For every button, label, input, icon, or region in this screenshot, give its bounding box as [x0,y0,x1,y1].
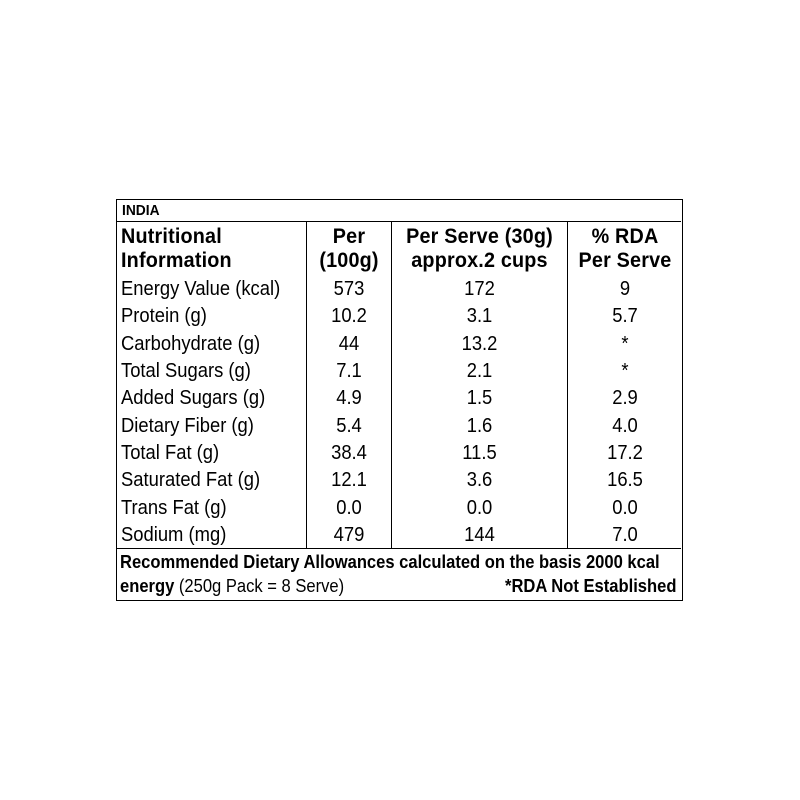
per-serve-value: 3.6 [466,469,493,491]
rda-value: 17.2 [607,442,643,464]
per-serve-value: 1.5 [466,387,493,409]
header-nutritional-information [121,224,232,272]
nutrient-name: Protein (g) [121,305,207,327]
footnote-rda-text: Recommended Dietary Allowances calculated on the basis 2000 kcal [120,552,660,572]
header-rda [573,224,678,272]
per-100g-value: 7.1 [336,360,362,382]
rda-value: 16.5 [607,469,643,491]
footnote-pack-text: (250g Pack = 8 Serve) [174,576,345,596]
per-100g-value: 10.2 [331,305,367,327]
rda-value: * [621,333,629,355]
per-100g-value: 479 [333,524,365,546]
rda-value: 5.7 [612,305,638,327]
per-serve-value: 144 [464,524,495,546]
rda-value: 7.0 [612,524,638,546]
nutrient-name: Trans Fat (g) [121,497,227,519]
column-divider-1 [306,221,307,548]
footnote-divider [117,548,681,549]
nutrient-name: Total Sugars (g) [121,360,251,382]
header-per-100g [310,224,387,272]
per-100g-value: 4.9 [336,387,362,409]
per-serve-value: 3.1 [466,305,493,327]
column-divider-2 [391,221,392,548]
nutrient-name: Energy Value (kcal) [121,278,281,300]
nutrient-name: Total Fat (g) [121,442,220,464]
rda-not-established-note [505,575,676,598]
per-serve-value: 11.5 [462,442,497,464]
column-divider-3 [567,221,568,548]
per-serve-value: 172 [464,278,495,300]
per-100g-value: 573 [333,278,365,300]
per-serve-value: 13.2 [461,333,498,355]
country-label: INDIA [122,202,160,219]
header-col1-line1: Nutritional [121,224,222,248]
footnote-line1 [120,551,660,574]
header-col4-line2: Per Serve [578,248,672,272]
header-col2-line1: Per [332,224,366,248]
country-divider [117,221,681,222]
rda-value: 9 [619,278,631,300]
rda-value: 2.9 [612,387,638,409]
nutrient-name: Sodium (mg) [121,524,227,546]
per-100g-value: 0.0 [336,497,362,519]
nutrient-name: Dietary Fiber (g) [121,415,254,437]
nutrient-name: Added Sugars (g) [121,387,266,409]
rda-value: 0.0 [612,497,638,519]
header-col3-line2: approx.2 cups [411,248,548,272]
per-100g-value: 44 [338,333,360,355]
header-col2-line2: (100g) [319,248,379,272]
per-100g-value: 5.4 [336,415,362,437]
per-100g-value: 38.4 [331,442,367,464]
footnote-energy-text: energy [120,576,175,596]
footnote-line2 [120,575,344,598]
per-100g-value: 12.1 [331,469,367,491]
per-serve-value: 0.0 [466,497,493,519]
nutrition-facts-panel [116,199,683,601]
header-col1-line2: Information [121,248,232,272]
rda-not-established-text: *RDA Not Established [505,576,677,596]
header-col3-line1: Per Serve (30g) [406,224,553,248]
rda-value: * [621,360,629,382]
per-serve-value: 1.6 [466,415,493,437]
header-col4-line1: % RDA [591,224,659,248]
per-serve-value: 2.1 [466,360,493,382]
nutrient-name: Saturated Fat (g) [121,469,261,491]
nutrient-name: Carbohydrate (g) [121,333,261,355]
header-per-serve [399,224,560,272]
rda-value: 4.0 [612,415,638,437]
